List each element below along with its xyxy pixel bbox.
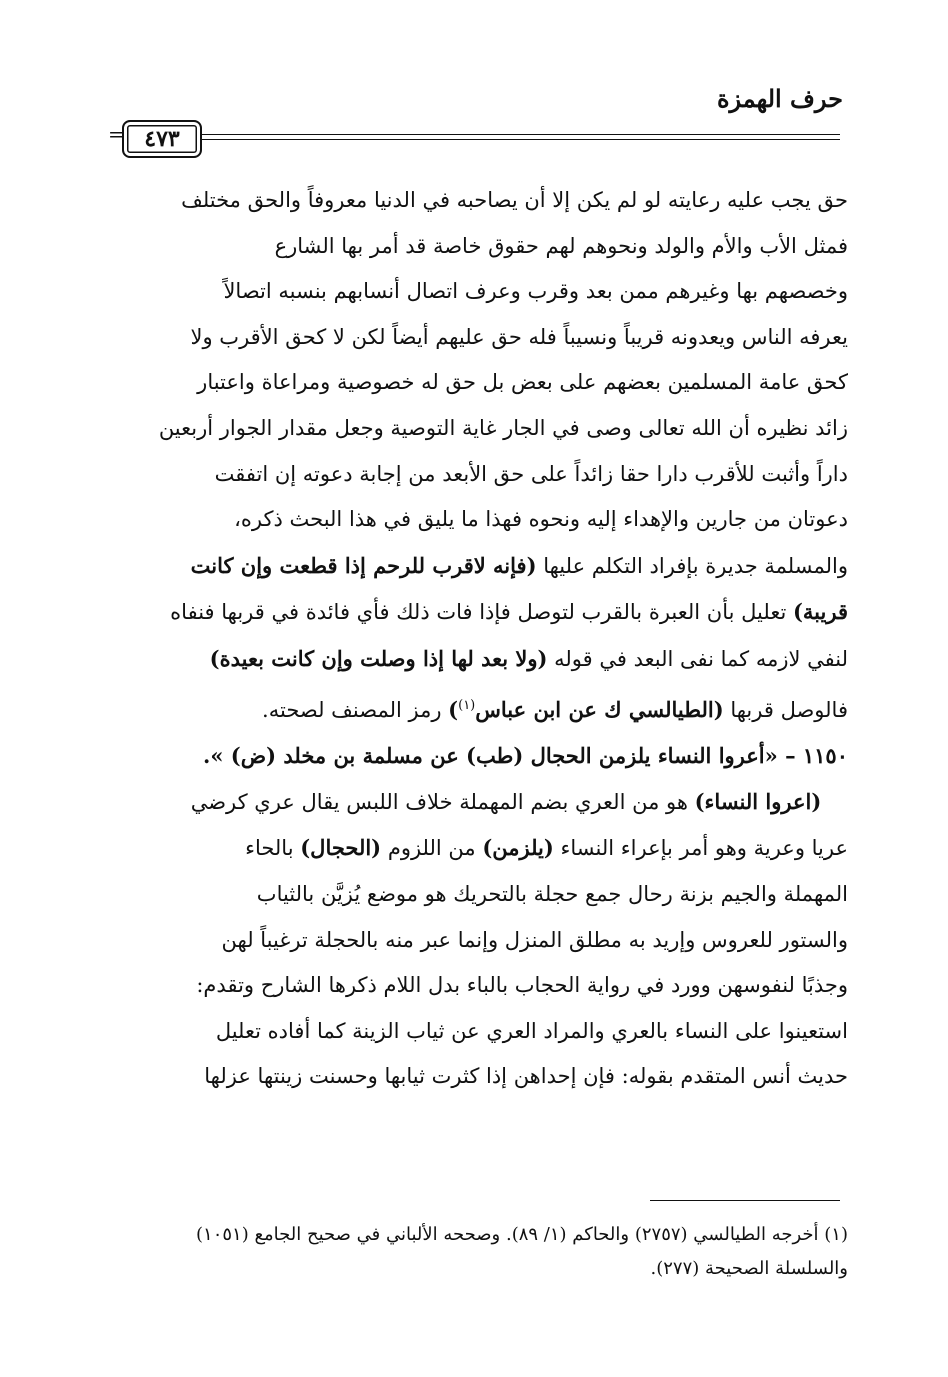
quoted-hadith-phrase: (اعروا النساء) [694,788,822,814]
text-line: زائد نظيره أن الله تعالى وصى في الجار غاية التوصية وجعل مقدار الجوار أربعين [158,415,848,440]
text-line [108,589,848,636]
quoted-hadith-phrase: قريبة) [792,599,848,625]
text-line [108,636,848,683]
quoted-hadith-phrase: (يلزمن) [482,835,554,861]
page-header-rule [108,120,840,164]
text-segment: من اللزوم [387,836,476,861]
text-segment: فالوصل قربها [730,697,848,722]
text-line: كحق عامة المسلمين بعضهم على بعض بل حق له خصوصية ومراعاة واعتبار [197,370,848,395]
text-line: حديث أنس المتقدم بقوله: فإن إحداهن إذا كثرت ثيابها وحسنت زينتها عزلها [204,1064,848,1089]
text-line [108,683,848,734]
footnotes [108,1218,848,1286]
footnote-line: والسلسلة الصحيحة (٢٧٧). [650,1258,848,1279]
text-line [108,543,848,590]
text-line [108,779,848,826]
quoted-hadith-phrase: (الحجال) [300,835,382,861]
header-ornament: = [108,122,125,146]
text-line: حق يجب عليه رعايته لو لم يكن إلا أن يصاحبه في الدنيا معروفاً والحق مختلف [181,188,848,212]
text-segment: عريا وعرية وهو أمر بإعراء النساء [560,836,848,861]
hadith-heading: ١١٥٠ – «أعروا النساء يلزمن الحجال (طب) عن مسلمة بن مخلد (ض) ». [203,743,848,769]
text-line: وجذبًا لنفوسهن وورد في رواية الحجاب بالباء بدل اللام ذكرها الشارح وتقدم: [196,973,848,998]
quoted-hadith-phrase: (فإنه لاقرب للرحم إذا قطعت وإن كانت [190,552,537,578]
text-line: فمثل الأب والأم والولد ونحوهم لهم حقوق خاصة قد أمر بها الشارع [274,233,848,258]
text-line: والستور للعروس وإريد به مطلق المنزل وإنما عبر منه بالحجلة ترغيباً لهن [221,927,848,952]
quoted-hadith-phrase: (ولا بعد لها إذا وصلت وإن كانت بعيدة) [209,645,548,671]
text-line: المهملة والجيم بزنة رحال جمع حجلة بالتحريك هو موضع يُزيَّن بالثياب [256,881,848,906]
text-line: يعرفه الناس ويعدونه قريباً ونسيباً فله حق عليهم أيضاً لكن لا كحق الأقرب ولا [190,324,848,349]
source-citation-close: ) [448,696,459,722]
footnote-separator [650,1200,840,1201]
text-segment: لنفي لازمه كما نفى البعد في قوله [554,646,848,671]
text-line: استعينوا على النساء بالعري والمراد العري عن ثياب الزينة كما أفاده تعليل [215,1018,848,1043]
text-line: وخصصهم بها وغيرهم ممن بعد وقرب وعرف اتصال أنسابهم بنسبه اتصالاً [223,279,848,304]
main-text [108,178,848,1100]
text-line [108,825,848,872]
text-line: داراً وأثبت للأقرب دارا حقا زائداً على حق الأبعد من إجابة دعوته إن اتفقت [214,461,848,486]
text-segment: هو من العري بضم المهملة خلاف اللبس يقال عري كرضي [190,789,688,814]
double-rule [200,134,840,140]
text-line: دعوتان من جارين والإهداء إليه ونحوه فهذا ما يليق في هذا البحث ذكره، [234,507,848,532]
source-citation: (الطيالسي ك عن ابن عباس [475,696,724,722]
page-number: ٤٧٣ [122,120,202,158]
text-segment: رمز المصنف لصحته. [262,697,442,722]
text-segment: بالحاء [245,836,294,861]
running-title: حرف الهمزة [716,84,843,113]
footnote-marker: (١) [458,697,476,713]
text-segment: والمسلمة جديرة بإفراد التكلم عليها [543,553,848,578]
footnote-line: (١) أخرجه الطيالسي (٢٧٥٧) والحاكم (١/ ٨٩). وصححه الألباني في صحيح الجامع (١٠٥١) [196,1224,848,1245]
text-segment: تعليل بأن العبرة بالقرب لتوصل فإذا فات ذلك فأي فائدة في قربها فنفاه [170,600,787,625]
